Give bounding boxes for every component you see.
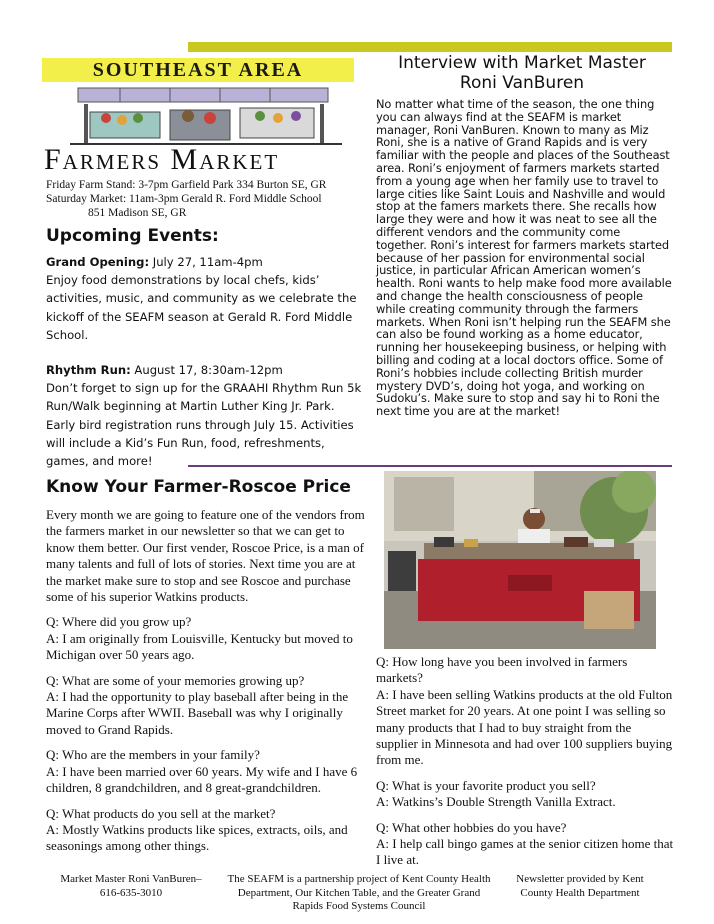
- interview-title: [374, 53, 670, 93]
- logo-market-name: Farmers Market: [44, 143, 280, 176]
- interview-title-line2: Roni VanBuren: [459, 73, 585, 93]
- know-your-farmer-continued: [376, 654, 676, 878]
- rhythm-run-event: [46, 361, 366, 470]
- rhythm-run-date: August 17, 8:30am-12pm: [130, 363, 283, 378]
- saturday-market-line: Saturday Market: 11am-3pm Gerald R. Ford Middle School: [46, 193, 322, 205]
- market-logo: [42, 58, 354, 176]
- question: Q: Where did you grow up?: [46, 614, 192, 630]
- question: Q: How long have you been involved in farmers markets?: [376, 654, 628, 686]
- saturday-address-line: 851 Madison SE, GR: [88, 207, 187, 219]
- question: Q: Who are the members in your family?: [46, 747, 260, 763]
- footer-partnership: The SEAFM is a partnership project of Kent County Health Department, Our Kitchen Table, and the Greater Grand Rapids Food Systems Council: [227, 873, 491, 912]
- grand-opening-description: Enjoy food demonstrations by local chefs, kids’ activities, music, and community as we celebrate the kickoff of the SEAFM season at Gerald R. Ford Middle School.: [46, 273, 357, 342]
- footer-contact-phone: 616-635-3010: [99, 886, 163, 899]
- interview-body: No matter what time of the season, the one thing you can always find at the SEAFM is market manager, Roni VanBuren. Known to many as Miz Roni, she is a native of Grand Rapids and is very familiar with the people and places of the Southeast area. Roni’s enjoyment of farmers markets started from a young age when her family use to travel to large cities like Saint Louis and Nashville and would stop at the famers markets there. She recalls how large they were and how it was neat to see all the different vendors and the community come together. Roni’s interest for farmers markets started because of her passion for environmental social justice, in particular African American women’s health. Roni wants to help make food more available and change the health consciousness of people while creating community through the farmers markets. When Roni isn’t helping run the SEAFM she can also be found working as a home educator, running her housekeeping business, or helping with billing and coding at a local doctors office. Some of Roni’s hobbies include collecting British murder mystery DVD’s, doing hot yoga, and working on Sudoku’s. Make sure to stop and say hi to Roni the next time you are at the market!: [376, 97, 672, 419]
- upcoming-events-heading: Upcoming Events:: [46, 226, 219, 246]
- answer: A: I help call bingo games at the senior citizen home that I live at.: [376, 836, 674, 868]
- interview-title-line1: Interview with Market Master: [398, 53, 646, 73]
- vendor-photo: [384, 471, 656, 649]
- question: Q: What other hobbies do you have?: [376, 819, 567, 835]
- know-your-farmer-body: [46, 507, 368, 864]
- know-your-farmer-title: Know Your Farmer-Roscoe Price: [46, 477, 351, 497]
- market-hours: [46, 178, 366, 220]
- question: Q: What is your favorite product you sell?: [376, 777, 596, 793]
- footer-contact: [46, 873, 216, 900]
- qa-item: [46, 806, 368, 855]
- question: Q: What are some of your memories growing up?: [46, 672, 305, 688]
- rhythm-run-label: Rhythm Run:: [46, 363, 131, 378]
- top-accent-bar: [188, 42, 672, 52]
- question: Q: What products do you sell at the market?: [46, 805, 276, 821]
- qa-item: [376, 778, 676, 811]
- footer-contact-name: Market Master Roni VanBuren–: [60, 873, 202, 885]
- answer: A: I had the opportunity to play baseball after being in the Marine Corps after WWII. Baseball was why I originally moved to Grand Rapids.: [46, 689, 349, 737]
- answer: A: Watkins’s Double Strength Vanilla Extract.: [376, 794, 616, 810]
- qa-item: [46, 747, 368, 796]
- logo-title: SOUTHEAST AREA: [92, 59, 304, 81]
- grand-opening-event: [46, 253, 366, 344]
- know-intro: Every month we are going to feature one of the vendors from the farmers market in our newsletter so that we can get to know them better. Our first vender, Roscoe Price, is a man of many talents and full of lots of stories. Next time you are at the market make sure to stop and see Roscoe and purchase some of his superior Watkins products.: [46, 507, 365, 605]
- qa-item: [376, 820, 676, 869]
- qa-item: [376, 654, 676, 769]
- qa-item: [46, 673, 368, 739]
- section-divider: [188, 465, 672, 467]
- friday-stand-line: Friday Farm Stand: 3-7pm Garfield Park 334 Burton SE, GR: [46, 179, 327, 191]
- grand-opening-label: Grand Opening:: [46, 255, 150, 269]
- qa-item: [46, 614, 368, 663]
- answer: A: I have been selling Watkins products at the old Fulton Street market for 20 years. At one point I was selling so many products that I had to buy straight from the supplier in Minnesota and had over 100 suppliers buying from me.: [376, 686, 673, 768]
- answer: A: I have been married over 60 years. My wife and I have 6 children, 8 grandchildren, and 8 great-grandchildren.: [46, 763, 358, 796]
- footer-provider: Newsletter provided by Kent County Health Department: [516, 873, 644, 899]
- answer: A: Mostly Watkins products like spices, extracts, oils, and seasonings among other things.: [46, 821, 348, 854]
- grand-opening-date: July 27, 11am-4pm: [149, 255, 263, 269]
- rhythm-run-description: Don’t forget to sign up for the GRAAHI Rhythm Run 5k Run/Walk beginning at Martin Luther King Jr. Park. Early bird registration runs through July 15. Activities will include a Kid’s Fun Run, food, refreshments, games, and more!: [46, 381, 362, 469]
- market-stalls-illustration: [70, 82, 342, 148]
- answer: A: I am originally from Louisville, Kentucky but moved to Michigan over 50 years ago.: [46, 630, 353, 663]
- upcoming-events: [46, 253, 366, 487]
